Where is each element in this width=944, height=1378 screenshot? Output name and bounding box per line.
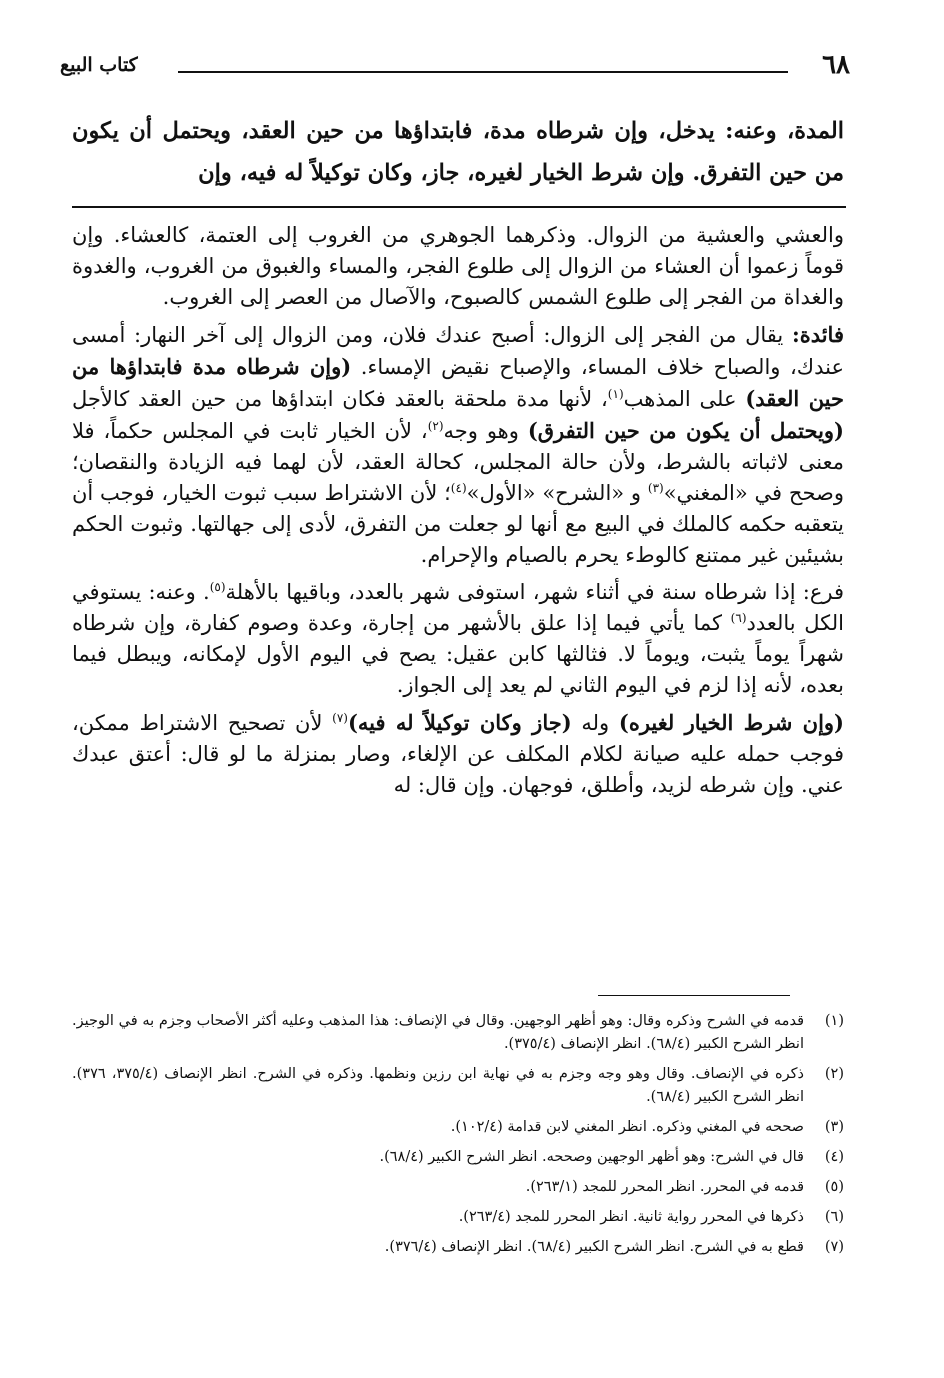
paragraph-2: فائدة: يقال من الفجر إلى الزوال: أصبح عندك فلان، ومن الزوال إلى آخر النهار: أمسى عندك، والصباح خلاف المساء، والإصباح نقيض الإمساء. (وإن شرطاه مدة فابتداؤها من حين العقد) على المذهب$^{(١)}$، لأنها مدة ملحقة بالعقد فكان ابتداؤها من حين العقد كالأجل (ويحتمل أن يكون من حين التفرق) وهو وجه$^{(٢)}$، لأن الخيار ثابت في المجلس حكماً، فلا معنى لاثباته بالشرط، ولأن حالة المجلس، كحالة العقد، لأن لهما فيه الزيادة والنقصان؛ وصحح في «المغني»$^{(٣)}$ و «الشرح» «الأول»$^{(٤)}$؛ لأن الاشتراط سبب ثبوت الخيار، فوجب أن يتعقبه حكمه كالملك في البيع مع أنها لو جعلت من التفرق، لأدى إلى جهالتها. وثبوت الحكم بشيئين غير ممتنع كالوطء يحرم بالصيام والإحرام. — [72, 322, 845, 567]
matn-quote: (وإن شرط الخيار لغيره) — [618, 710, 844, 735]
footnote-item: (٤) قال في الشرح: وهو أظهر الوجهين وصححه. انظر الشرح الكبير (٦٨/٤). — [379, 1149, 844, 1165]
faida-label: فائدة: — [791, 322, 844, 347]
footnote-ref: (٣) — [647, 481, 664, 495]
footnote-divider — [598, 995, 790, 996]
page-header — [60, 50, 850, 86]
header-rule — [178, 71, 788, 73]
page-number: ٦٨ — [822, 50, 850, 80]
footnote-item: (٧) قطع به في الشرح. انظر الشرح الكبير (٦٨/٤). انظر الإنصاف (٣٧٦/٤). — [384, 1239, 844, 1255]
running-title: كتاب البيع — [60, 54, 138, 76]
matn-divider — [72, 206, 846, 208]
matn-quote: (جاز وكان توكيلاً له فيه) — [347, 710, 572, 735]
matn-quote: (وإن شرطاه مدة فابتداؤها من حين العقد) — [72, 354, 845, 411]
paragraph-4: (وإن شرط الخيار لغيره) وله (جاز وكان توكيلاً له فيه)$^{(٧)}$ لأن تصحيح الاشتراط ممكن، فوجب حمله عليه صيانة لكلام المكلف عن الإلغاء، وصار بمنزلة ما لو قال: أعتق عبدك عني. وإن شرطه لزيد، وأطلق، فوجهان. وإن قال: له — [72, 710, 844, 797]
footnotes — [72, 1010, 844, 1266]
footnote-ref: (٢) — [427, 419, 444, 433]
footnote-item: (٥) قدمه في المحرر. انظر المحرر للمجد (٢٦٣/١). — [525, 1179, 844, 1195]
footnote-ref: (٤) — [450, 481, 467, 495]
matn-text: المدة، وعنه: يدخل، وإن شرطاه مدة، فابتداؤها من حين العقد، ويحتمل أن يكون من حين التفرق. وإن شرط الخيار لغيره، جاز، وكان توكيلاً له فيه، وإن — [72, 118, 844, 186]
footnote-ref: (٧) — [332, 711, 348, 725]
footnote-item: (١) قدمه في الشرح وذكره وقال: وهو أظهر الوجهين. وقال في الإنصاف: هذا المذهب وعليه أكثر الأصحاب وجزم به في الوجيز. انظر الشرح الكبير (٦٨/٤). انظر الإنصاف (٣٧٥/٤). — [72, 1013, 844, 1052]
footnote-ref: (٥) — [209, 580, 226, 594]
footnote-ref: (٦) — [730, 611, 747, 625]
footnote-item: (٦) ذكرها في المحرر رواية ثانية. انظر المحرر للمجد (٢٦٣/٤). — [458, 1209, 844, 1225]
footnote-item: (٣) صححه في المغني وذكره. انظر المغني لابن قدامة (١٠٢/٤). — [450, 1119, 844, 1135]
matn-quote: (ويحتمل أن يكون من حين التفرق) — [527, 418, 844, 443]
footnote-ref: (١) — [607, 387, 624, 401]
paragraph-1: والعشي والعشية من الزوال. وذكرهما الجوهري من الغروب إلى العتمة، كالعشاء. وإن قوماً زعموا أن العشاء من الزوال إلى طلوع الفجر، والمساء والغبوق من الغروب، والغدوة والغداة من الفجر إلى طلوع الشمس كالصبوح، والآصال من العصر إلى الغروب. — [72, 223, 844, 309]
footnote-item: (٢) ذكره في الإنصاف. وقال وهو وجه وجزم به في نهاية ابن رزين ونظمها. وذكره في الشرح. انظر الإنصاف (٣٧٥/٤، ٣٧٦). انظر الشرح الكبير (٦٨/٤). — [72, 1066, 844, 1105]
paragraph-3: فرع: إذا شرطاه سنة في أثناء شهر، استوفى شهر بالعدد، وباقيها بالأهلة$^{(٥)}$. وعنه: يستوفي الكل بالعدد$^{(٦)}$ كما يأتي فيما إذا علق بالأشهر من إجارة، وعدة وصوم كفارة، وإن شرطاه شهراً يوماً يثبت، ويوماً لا. فثالثها كابن عقيل: يصح في اليوم الأول لإمكانه، ويبطل فيما بعده، لأنه إذا لزم في اليوم الثاني لم يعد إلى الجواز. — [72, 580, 844, 697]
commentary-body — [72, 220, 844, 807]
